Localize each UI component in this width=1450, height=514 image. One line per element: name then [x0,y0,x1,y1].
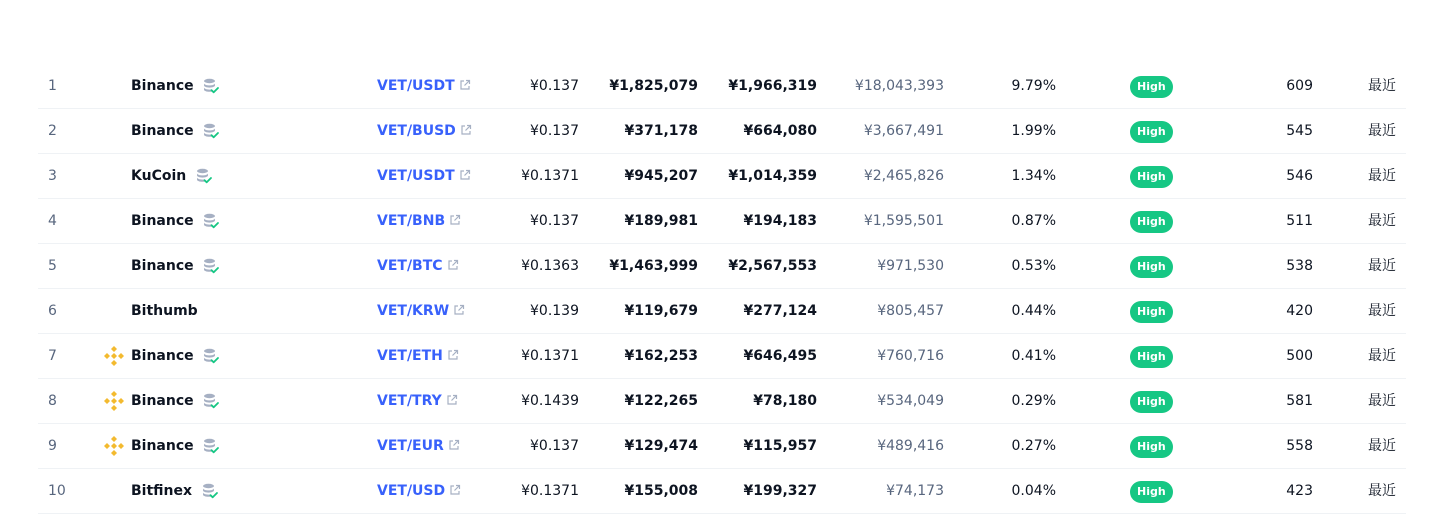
liquidity-badge [1130,75,1173,97]
rank: 5 [48,258,57,274]
volume-24h: ¥489,416 [877,438,944,454]
rank: 6 [48,303,57,319]
pair-label: VET/BTC [377,258,443,274]
liquidity-badge [1130,255,1173,277]
pair-label: VET/KRW [377,303,450,319]
depth-plus-2: ¥664,080 [743,123,817,139]
exchange-name[interactable]: Binance [131,123,194,139]
price: ¥0.1371 [521,168,579,184]
depth-minus-2: ¥162,253 [624,348,698,364]
price: ¥0.137 [530,213,579,229]
liquidity-pill: High [1130,166,1173,188]
pair-link[interactable] [377,244,459,288]
volume-24h: ¥2,465,826 [863,168,944,184]
exchange-name[interactable]: KuCoin [131,168,187,184]
volume-24h: ¥971,530 [877,258,944,274]
verified-stack-icon [195,167,213,185]
price: ¥0.137 [530,438,579,454]
pair-label: VET/USDT [377,168,455,184]
verified-stack-icon [201,482,219,500]
exchange-name[interactable]: Bithumb [131,303,198,319]
depth-minus-2: ¥119,679 [624,303,698,319]
verified-stack-icon [202,392,220,410]
exchange-logo-slot [102,119,126,143]
volume-24h: ¥760,716 [877,348,944,364]
liquidity-score: 423 [1286,483,1313,499]
liquidity-badge [1130,435,1173,457]
volume-percent: 0.27% [1011,438,1056,454]
verified-stack-icon [202,257,220,275]
liquidity-pill: High [1130,481,1173,503]
volume-24h: ¥805,457 [877,303,944,319]
verified-stack-icon [202,122,220,140]
volume-percent: 0.87% [1011,213,1056,229]
depth-plus-2: ¥1,014,359 [728,168,817,184]
volume-percent: 0.44% [1011,303,1056,319]
exchange-logo-slot [102,299,126,323]
updated: 最近 [1368,348,1396,364]
table-row[interactable] [38,379,1406,424]
exchange-name[interactable]: Binance [131,213,194,229]
price: ¥0.139 [530,303,579,319]
liquidity-score: 511 [1286,213,1313,229]
price: ¥0.1439 [521,393,579,409]
external-link-icon[interactable] [449,484,461,496]
liquidity-pill: High [1130,256,1173,278]
depth-plus-2: ¥2,567,553 [728,258,817,274]
price: ¥0.1371 [521,348,579,364]
table-row[interactable] [38,109,1406,154]
table-row[interactable] [38,64,1406,109]
exchange-name[interactable]: Bitfinex [131,483,193,499]
binance-logo-icon [102,389,126,413]
external-link-icon[interactable] [446,394,458,406]
pair-label: VET/TRY [377,393,442,409]
depth-plus-2: ¥78,180 [753,393,817,409]
external-link-icon[interactable] [459,169,471,181]
markets-table [38,64,1406,514]
external-link-icon[interactable] [449,214,461,226]
exchange-logo-slot [102,479,126,503]
binance-logo [102,389,126,413]
table-row[interactable] [38,244,1406,289]
pair-label: VET/ETH [377,348,443,364]
depth-plus-2: ¥646,495 [743,348,817,364]
liquidity-pill: High [1130,346,1173,368]
depth-plus-2: ¥194,183 [743,213,817,229]
depth-minus-2: ¥371,178 [624,123,698,139]
depth-minus-2: ¥122,265 [624,393,698,409]
table-row[interactable] [38,334,1406,379]
liquidity-score: 538 [1286,258,1313,274]
volume-24h: ¥74,173 [886,483,944,499]
volume-24h: ¥1,595,501 [863,213,944,229]
pair-link[interactable] [377,424,460,468]
rank: 9 [48,438,57,454]
table-row[interactable] [38,469,1406,514]
depth-plus-2: ¥199,327 [743,483,817,499]
liquidity-pill: High [1130,121,1173,143]
depth-minus-2: ¥129,474 [624,438,698,454]
updated: 最近 [1368,258,1396,274]
liquidity-badge [1130,390,1173,412]
volume-24h: ¥534,049 [877,393,944,409]
pair-link[interactable] [377,469,461,513]
rank: 3 [48,168,57,184]
exchange-logo-slot [102,254,126,278]
liquidity-score: 581 [1286,393,1313,409]
rank: 1 [48,78,57,94]
updated: 最近 [1368,168,1396,184]
verified-stack-icon [202,77,220,95]
liquidity-badge [1130,165,1173,187]
rank: 10 [48,483,66,499]
exchange-logo-slot [102,164,126,188]
binance-logo-icon [102,434,126,458]
table-row[interactable] [38,199,1406,244]
exchange-logo-slot [102,74,126,98]
depth-minus-2: ¥1,825,079 [609,78,698,94]
depth-minus-2: ¥155,008 [624,483,698,499]
depth-minus-2: ¥945,207 [624,168,698,184]
liquidity-badge [1130,210,1173,232]
volume-percent: 9.79% [1011,78,1056,94]
external-link-icon[interactable] [460,124,472,136]
pair-link[interactable] [377,379,458,423]
depth-plus-2: ¥277,124 [743,303,817,319]
liquidity-badge [1130,480,1173,502]
volume-24h: ¥3,667,491 [863,123,944,139]
depth-minus-2: ¥189,981 [624,213,698,229]
liquidity-score: 609 [1286,78,1313,94]
pair-label: VET/USD [377,483,446,499]
liquidity-badge [1130,300,1173,322]
liquidity-pill: High [1130,211,1173,233]
liquidity-score: 500 [1286,348,1313,364]
depth-plus-2: ¥1,966,319 [728,78,817,94]
external-link-icon[interactable] [453,304,465,316]
updated: 最近 [1368,393,1396,409]
verified-stack-icon [202,437,220,455]
volume-percent: 0.04% [1011,483,1056,499]
pair-link[interactable] [377,334,459,378]
binance-logo-icon [102,344,126,368]
depth-plus-2: ¥115,957 [743,438,817,454]
table-row[interactable] [38,424,1406,469]
volume-percent: 0.53% [1011,258,1056,274]
rank: 4 [48,213,57,229]
depth-minus-2: ¥1,463,999 [609,258,698,274]
updated: 最近 [1368,303,1396,319]
rank: 2 [48,123,57,139]
volume-percent: 0.29% [1011,393,1056,409]
price: ¥0.1371 [521,483,579,499]
exchange-name[interactable]: Binance [131,258,194,274]
liquidity-badge [1130,345,1173,367]
volume-24h: ¥18,043,393 [854,78,944,94]
volume-percent: 0.41% [1011,348,1056,364]
liquidity-pill: High [1130,436,1173,458]
exchange-name[interactable]: Binance [131,393,194,409]
liquidity-pill: High [1130,391,1173,413]
table-row[interactable] [38,289,1406,334]
rank: 8 [48,393,57,409]
external-link-icon[interactable] [447,349,459,361]
price: ¥0.137 [530,123,579,139]
verified-stack-icon [202,347,220,365]
pair-label: VET/BNB [377,213,446,229]
liquidity-score: 420 [1286,303,1313,319]
pair-label: VET/EUR [377,438,444,454]
updated: 最近 [1368,483,1396,499]
rank: 7 [48,348,57,364]
volume-percent: 1.34% [1011,168,1056,184]
external-link-icon[interactable] [447,259,459,271]
pair-link[interactable] [377,154,471,198]
external-link-icon[interactable] [459,79,471,91]
exchange-logo-slot [102,209,126,233]
exchange-name[interactable]: Binance [131,78,194,94]
updated: 最近 [1368,438,1396,454]
volume-percent: 1.99% [1011,123,1056,139]
pair-link[interactable] [377,109,472,153]
liquidity-pill: High [1130,76,1173,98]
price: ¥0.137 [530,78,579,94]
verified-stack-icon [202,212,220,230]
binance-logo [102,434,126,458]
table-body [38,64,1406,514]
external-link-icon[interactable] [448,439,460,451]
liquidity-score: 558 [1286,438,1313,454]
pair-label: VET/BUSD [377,123,456,139]
updated: 最近 [1368,213,1396,229]
liquidity-badge [1130,120,1173,142]
pair-link[interactable] [377,199,461,243]
liquidity-score: 545 [1286,123,1313,139]
price: ¥0.1363 [521,258,579,274]
liquidity-pill: High [1130,301,1173,323]
pair-link[interactable] [377,64,471,108]
liquidity-score: 546 [1286,168,1313,184]
table-row[interactable] [38,154,1406,199]
updated: 最近 [1368,78,1396,94]
binance-logo [102,344,126,368]
pair-link[interactable] [377,289,465,333]
exchange-name[interactable]: Binance [131,438,194,454]
exchange-name[interactable]: Binance [131,348,194,364]
updated: 最近 [1368,123,1396,139]
pair-label: VET/USDT [377,78,455,94]
